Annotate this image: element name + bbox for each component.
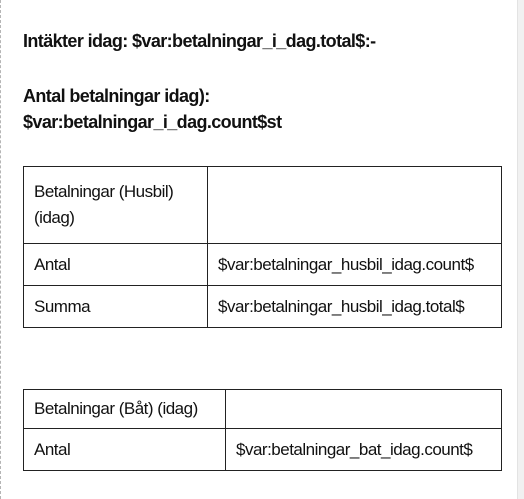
bat-table-title-value xyxy=(226,390,502,429)
row-value: $var:betalningar_husbil_idag.total$ xyxy=(208,286,502,328)
row-value: $var:betalningar_bat_idag.count$ xyxy=(226,429,502,471)
husbil-payments-table xyxy=(23,166,502,328)
payment-count-heading-line1: Antal betalningar idag): xyxy=(23,86,210,106)
row-value: $var:betalningar_husbil_idag.count$ xyxy=(208,244,502,286)
table-row xyxy=(24,244,502,286)
table-row xyxy=(24,429,502,471)
payment-count-heading-line2: $var:betalningar_i_dag.count$st xyxy=(23,112,282,132)
husbil-table-title-value xyxy=(208,167,502,244)
bat-table-title: Betalningar (Båt) (idag) xyxy=(24,390,226,429)
table-header-row xyxy=(24,167,502,244)
page-left-border xyxy=(0,0,1,499)
row-label: Antal xyxy=(24,244,208,286)
table-header-row xyxy=(24,390,502,429)
scrollbar-track[interactable] xyxy=(517,0,524,499)
row-label: Antal xyxy=(24,429,226,471)
bat-payments-table xyxy=(23,389,502,471)
table-row xyxy=(24,286,502,328)
revenue-today-heading: Intäkter idag: $var:betalningar_i_dag.total$:- xyxy=(23,31,376,51)
husbil-table-title: Betalningar (Husbil) (idag) xyxy=(24,167,208,244)
payment-count-heading xyxy=(23,83,281,135)
row-label: Summa xyxy=(24,286,208,328)
